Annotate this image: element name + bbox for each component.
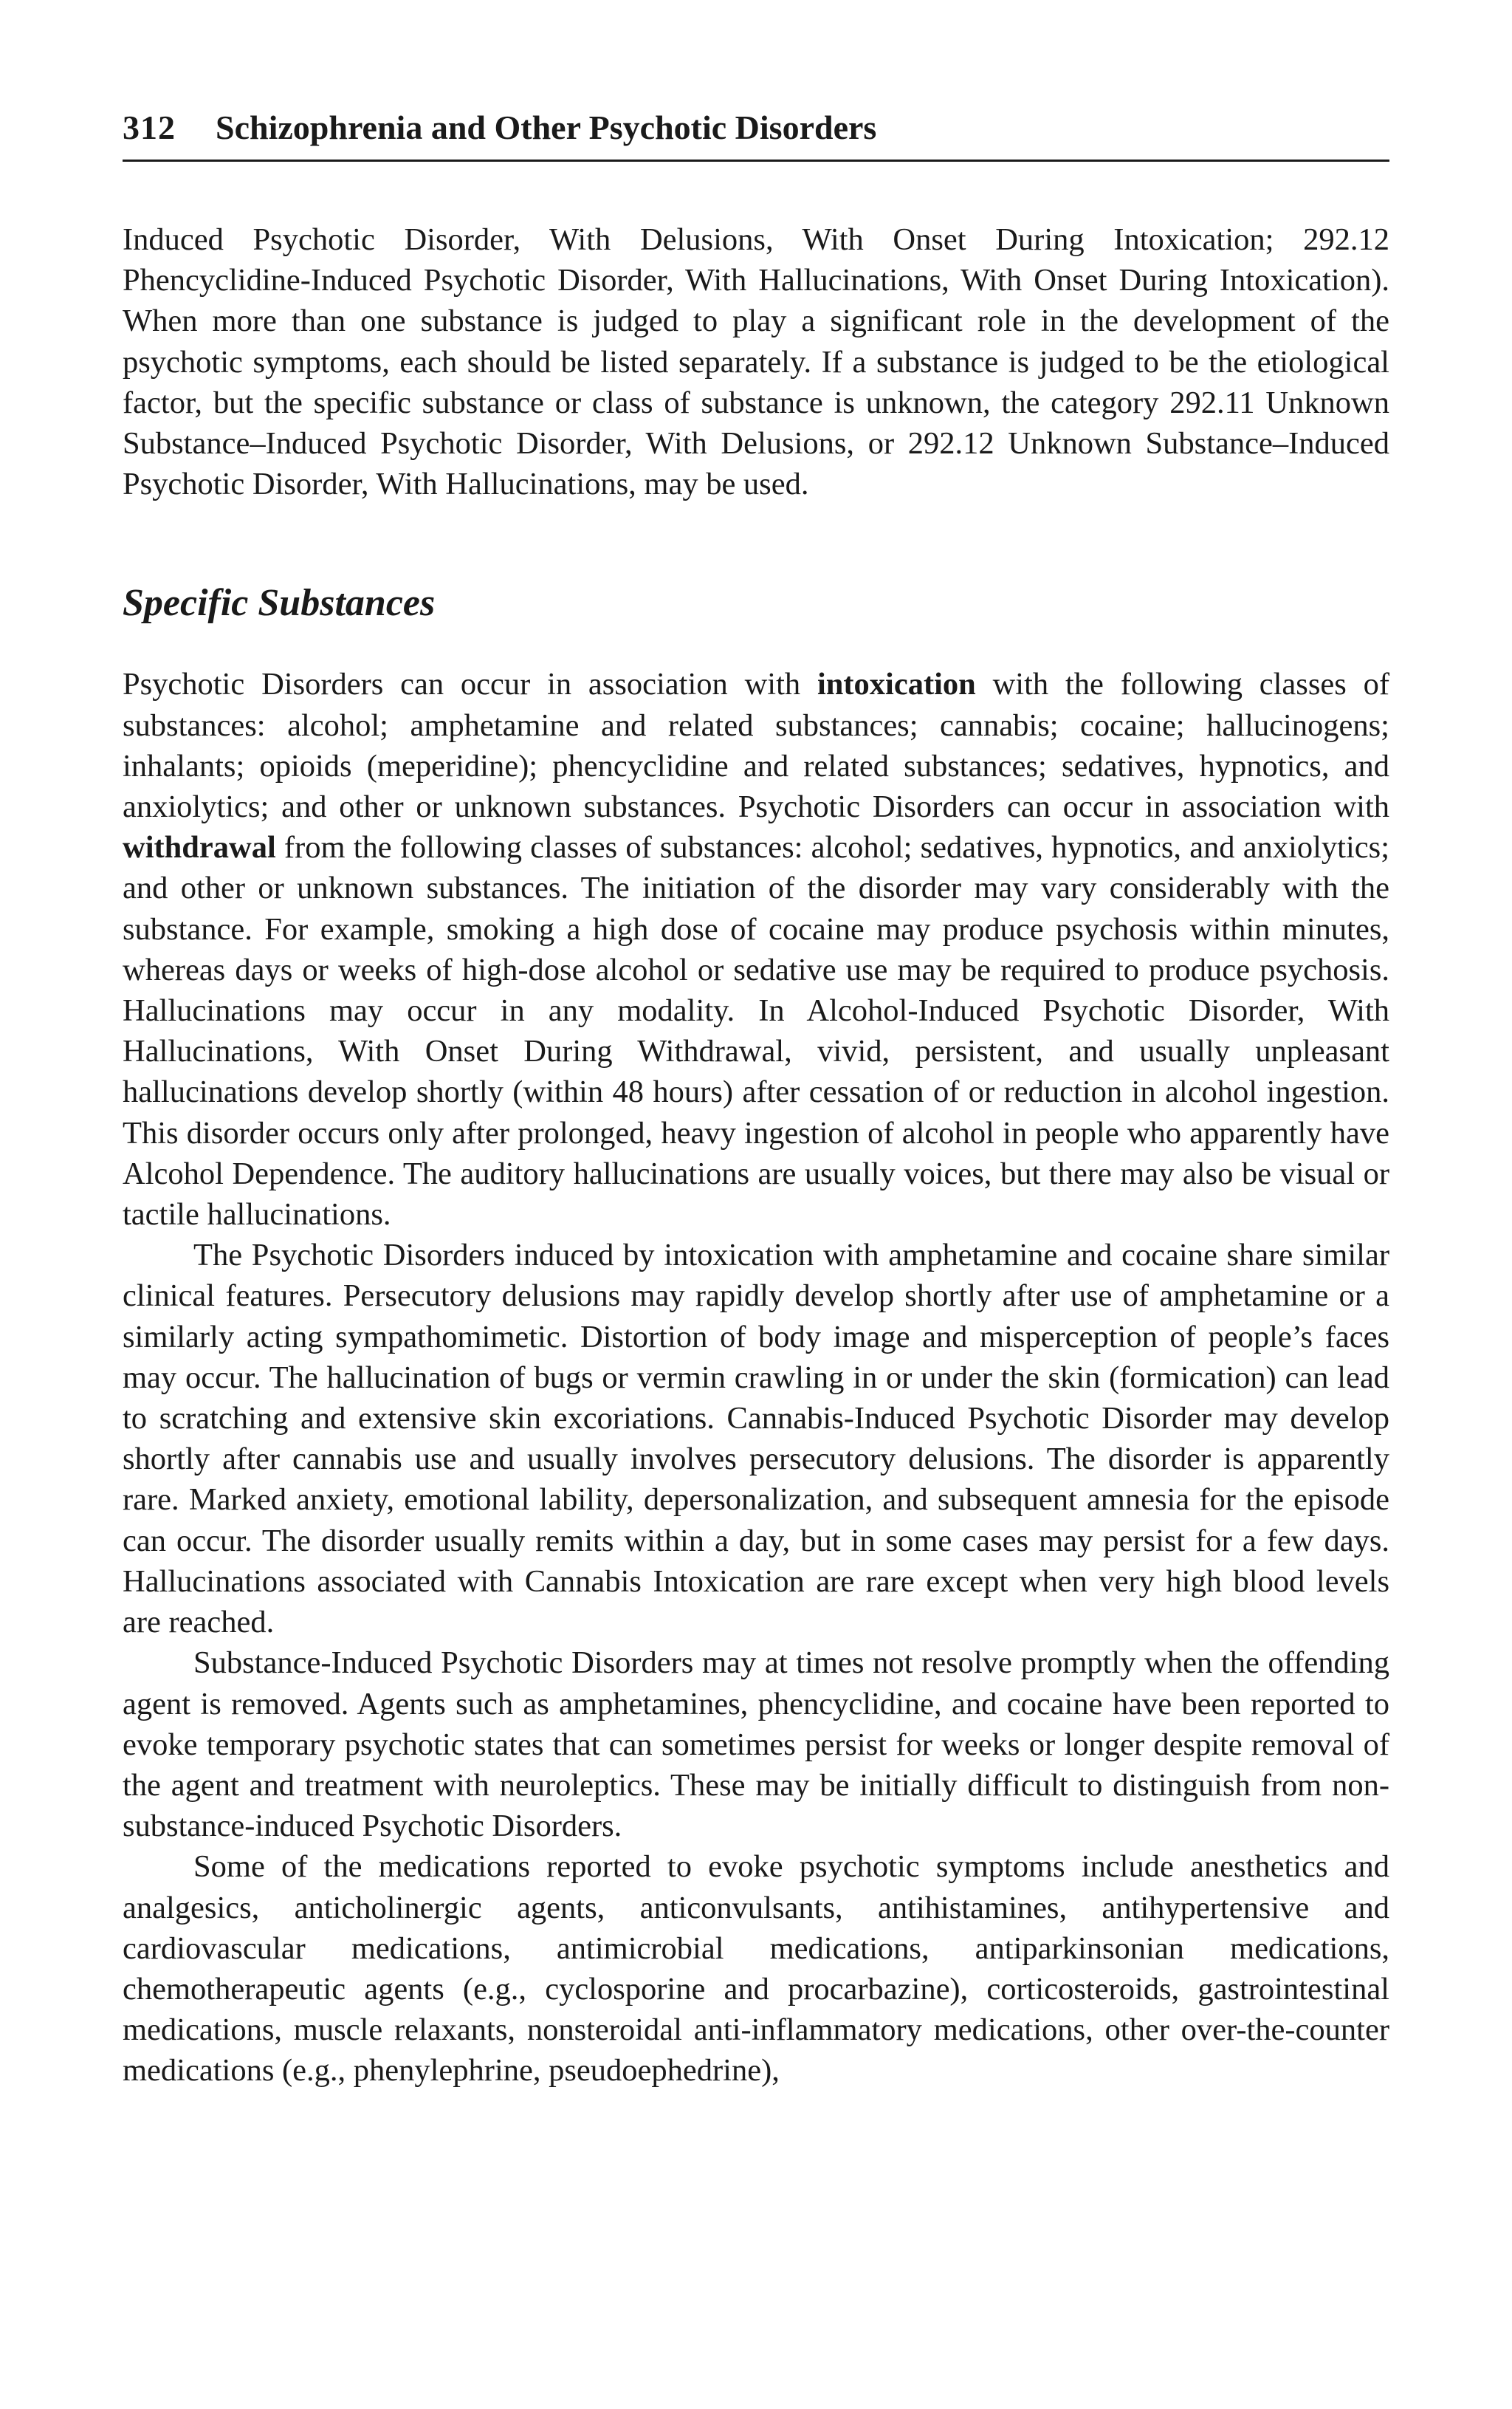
para1-text-a: Psychotic Disorders can occur in association with xyxy=(123,667,817,702)
para1-text-b: with the following classes of substances: alcohol; amphetamine and related substances; cannabis; cocaine; hallucinogens; inhalants; opioids (meperidine); phencyclidine and related substances; sedatives, hypnotics, and anxiolytics; and other or unknown substances. Psychotic Disorders can occur in association with xyxy=(123,667,1389,825)
paragraph-specific-substances-1 xyxy=(123,664,1389,1235)
para1-text-c: from the following classes of substances: alcohol; sedatives, hypnotics, and anxiolytics; and other or unknown substances. The initiation of the disorder may vary considerably with the substance. For example, smoking a high dose of cocaine may produce psychosis within minutes, whereas days or weeks of high-dose alcohol or sedative use may be required to produce psychosis. Hallucinations may occur in any modality. In Alcohol-Induced Psychotic Disorder, With Hallucinations, With Onset During Withdrawal, vivid, persistent, and usually unpleasant hallucinations develop shortly (within 48 hours) after cessation of or reduction in alcohol ingestion. This disorder occurs only after prolonged, heavy ingestion of alcohol in people who apparently have Alcohol Dependence. The auditory hallucinations are usually voices, but there may also be visual or tactile hallucinations. xyxy=(123,830,1389,1233)
bold-term-intoxication: intoxication xyxy=(817,667,976,702)
running-title: Schizophrenia and Other Psychotic Disorders xyxy=(216,109,877,146)
book-page xyxy=(123,111,1389,2091)
section-heading: Specific Substances xyxy=(123,582,436,625)
running-head xyxy=(123,111,1389,162)
body-text xyxy=(123,219,1389,2091)
intro-paragraph: Induced Psychotic Disorder, With Delusions, With Onset During Intoxication; 292.12 Phencyclidine-Induced Psychotic Disorder, With Hallucinations, With Onset During Intoxication). When more than one substance is judged to play a significant role in the development of the psychotic symptoms, each should be listed separately. If a substance is judged to be the etiological factor, but the specific substance or class of substance is unknown, the category 292.11 Unknown Substance–Induced Psychotic Disorder, With Delusions, or 292.12 Unknown Substance–Induced Psychotic Disorder, With Hallucinations, may be used. xyxy=(123,222,1389,502)
paragraph-specific-substances-3: Substance-Induced Psychotic Disorders may at times not resolve promptly when the offending agent is removed. Agents such as amphetamines, phencyclidine, and cocaine have been reported to evoke temporary psychotic states that can sometimes persist for weeks or longer despite removal of the agent and treatment with neuroleptics. These may be initially difficult to distinguish from non-substance-induced Psychotic Disorders. xyxy=(123,1645,1389,1844)
paragraph-specific-substances-2: The Psychotic Disorders induced by intoxication with amphetamine and cocaine share similar clinical features. Persecutory delusions may rapidly develop shortly after use of amphetamine or a similarly acting sympathomimetic. Distortion of body image and misperception of people’s faces may occur. The hallucination of bugs or vermin crawling in or under the skin (formication) can lead to scratching and extensive skin excoriations. Cannabis-Induced Psychotic Disorder may develop shortly after cannabis use and usually involves persecutory delusions. The disorder is apparently rare. Marked anxiety, emotional lability, depersonalization, and subsequent amnesia for the episode can occur. The disorder usually remits within a day, but in some cases may persist for a few days. Hallucinations associated with Cannabis Intoxication are rare except when very high blood levels are reached. xyxy=(123,1238,1389,1640)
paragraph-specific-substances-4: Some of the medications reported to evoke psychotic symptoms include anesthetics and analgesics, anticholinergic agents, anticonvulsants, antihistamines, antihypertensive and cardiovascular medications, antimicrobial medications, antiparkinsonian medications, chemotherapeutic agents (e.g., cyclosporine and procarbazine), corticosteroids, gastrointestinal medications, muscle relaxants, nonsteroidal anti-inflammatory medications, other over-the-counter medications (e.g., phenylephrine, pseudoephedrine), xyxy=(123,1849,1389,2088)
bold-term-withdrawal: withdrawal xyxy=(123,830,276,866)
page-number: 312 xyxy=(123,109,176,146)
